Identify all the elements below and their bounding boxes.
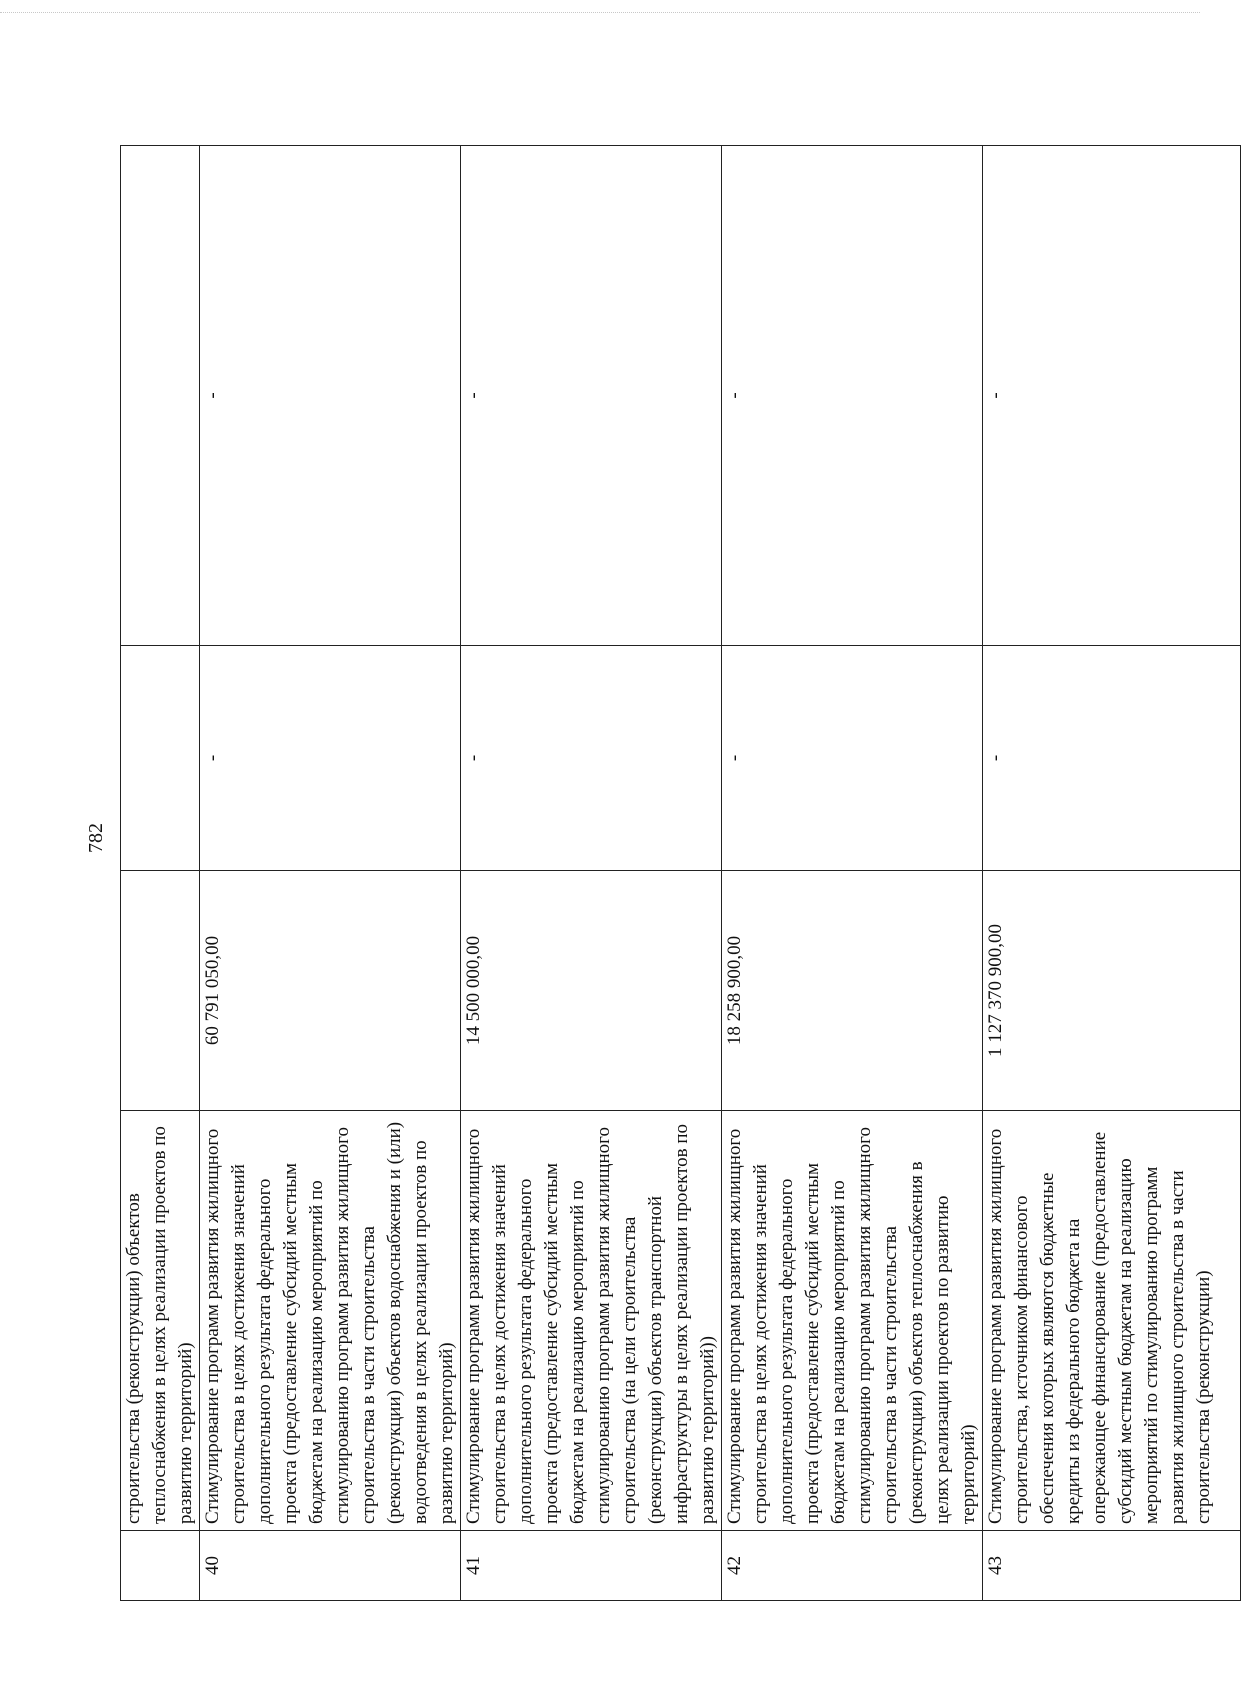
amount-3-cell: - bbox=[461, 146, 722, 646]
amount-2-cell bbox=[121, 646, 200, 871]
description-cell: строительства (реконструкции) объектов теплоснабжения в целях реализации проектов по развитию территорий) bbox=[121, 1111, 200, 1531]
table-row bbox=[200, 146, 461, 1601]
row-number-cell: 41 bbox=[461, 1531, 722, 1601]
amount-3-cell: - bbox=[722, 146, 983, 646]
row-number-cell: 40 bbox=[200, 1531, 461, 1601]
table-row bbox=[461, 146, 722, 1601]
scan-top-edge bbox=[0, 12, 1200, 13]
amount-3-cell: - bbox=[200, 146, 461, 646]
table-row bbox=[983, 146, 1241, 1601]
table-row bbox=[722, 146, 983, 1601]
description-cell: Стимулирование программ развития жилищного строительства в целях достижения значений дополнительного результата федерального проекта (предоставление субсидий местным бюджетам на реализацию мероприятий по стимулированию программ развития жилищного строительства в части строительства (реконструкции) объектов теплоснабжения в целях реализации проектов по развитию территорий) bbox=[722, 1111, 983, 1531]
amount-1-cell: 14 500 000,00 bbox=[461, 871, 722, 1111]
amount-1-cell: 18 258 900,00 bbox=[722, 871, 983, 1111]
amount-2-cell: - bbox=[200, 646, 461, 871]
amount-3-cell bbox=[121, 146, 200, 646]
description-cell: Стимулирование программ развития жилищного строительства, источником финансового обеспечения которых являются бюджетные кредиты из федерального бюджета на опережающее финансирование (предоставление субсидий местным бюджетам на реализацию мероприятий по стимулированию программ развития жилищного строительства в части строительства (реконструкции) bbox=[983, 1111, 1241, 1531]
amount-1-cell bbox=[121, 871, 200, 1111]
table-row-continuation bbox=[121, 146, 200, 1601]
page-number: 782 bbox=[85, 823, 107, 853]
description-cell: Стимулирование программ развития жилищного строительства в целях достижения значений дополнительного результата федерального проекта (предоставление субсидий местным бюджетам на реализацию мероприятий по стимулированию программ развития жилищного строительства в части строительства (реконструкции) объектов водоснабжения и (или) водоотведения в целях реализации проектов по развитию территорий) bbox=[200, 1111, 461, 1531]
amount-2-cell: - bbox=[461, 646, 722, 871]
description-cell: Стимулирование программ развития жилищного строительства в целях достижения значений дополнительного результата федерального проекта (предоставление субсидий местным бюджетам на реализацию мероприятий по стимулированию программ развития жилищного строительства (на цели строительства (реконструкции) объектов транспортной инфраструктуры в целях реализации проектов по развитию территорий)) bbox=[461, 1111, 722, 1531]
row-number-cell: 42 bbox=[722, 1531, 983, 1601]
amount-3-cell: - bbox=[983, 146, 1241, 646]
amount-2-cell: - bbox=[722, 646, 983, 871]
amount-1-cell: 60 791 050,00 bbox=[200, 871, 461, 1111]
amount-2-cell: - bbox=[983, 646, 1241, 871]
row-number-cell bbox=[121, 1531, 200, 1601]
amount-1-cell: 1 127 370 900,00 bbox=[983, 871, 1241, 1111]
rotated-table-container bbox=[120, 146, 1214, 1601]
budget-table bbox=[120, 145, 1241, 1601]
row-number-cell: 43 bbox=[983, 1531, 1241, 1601]
